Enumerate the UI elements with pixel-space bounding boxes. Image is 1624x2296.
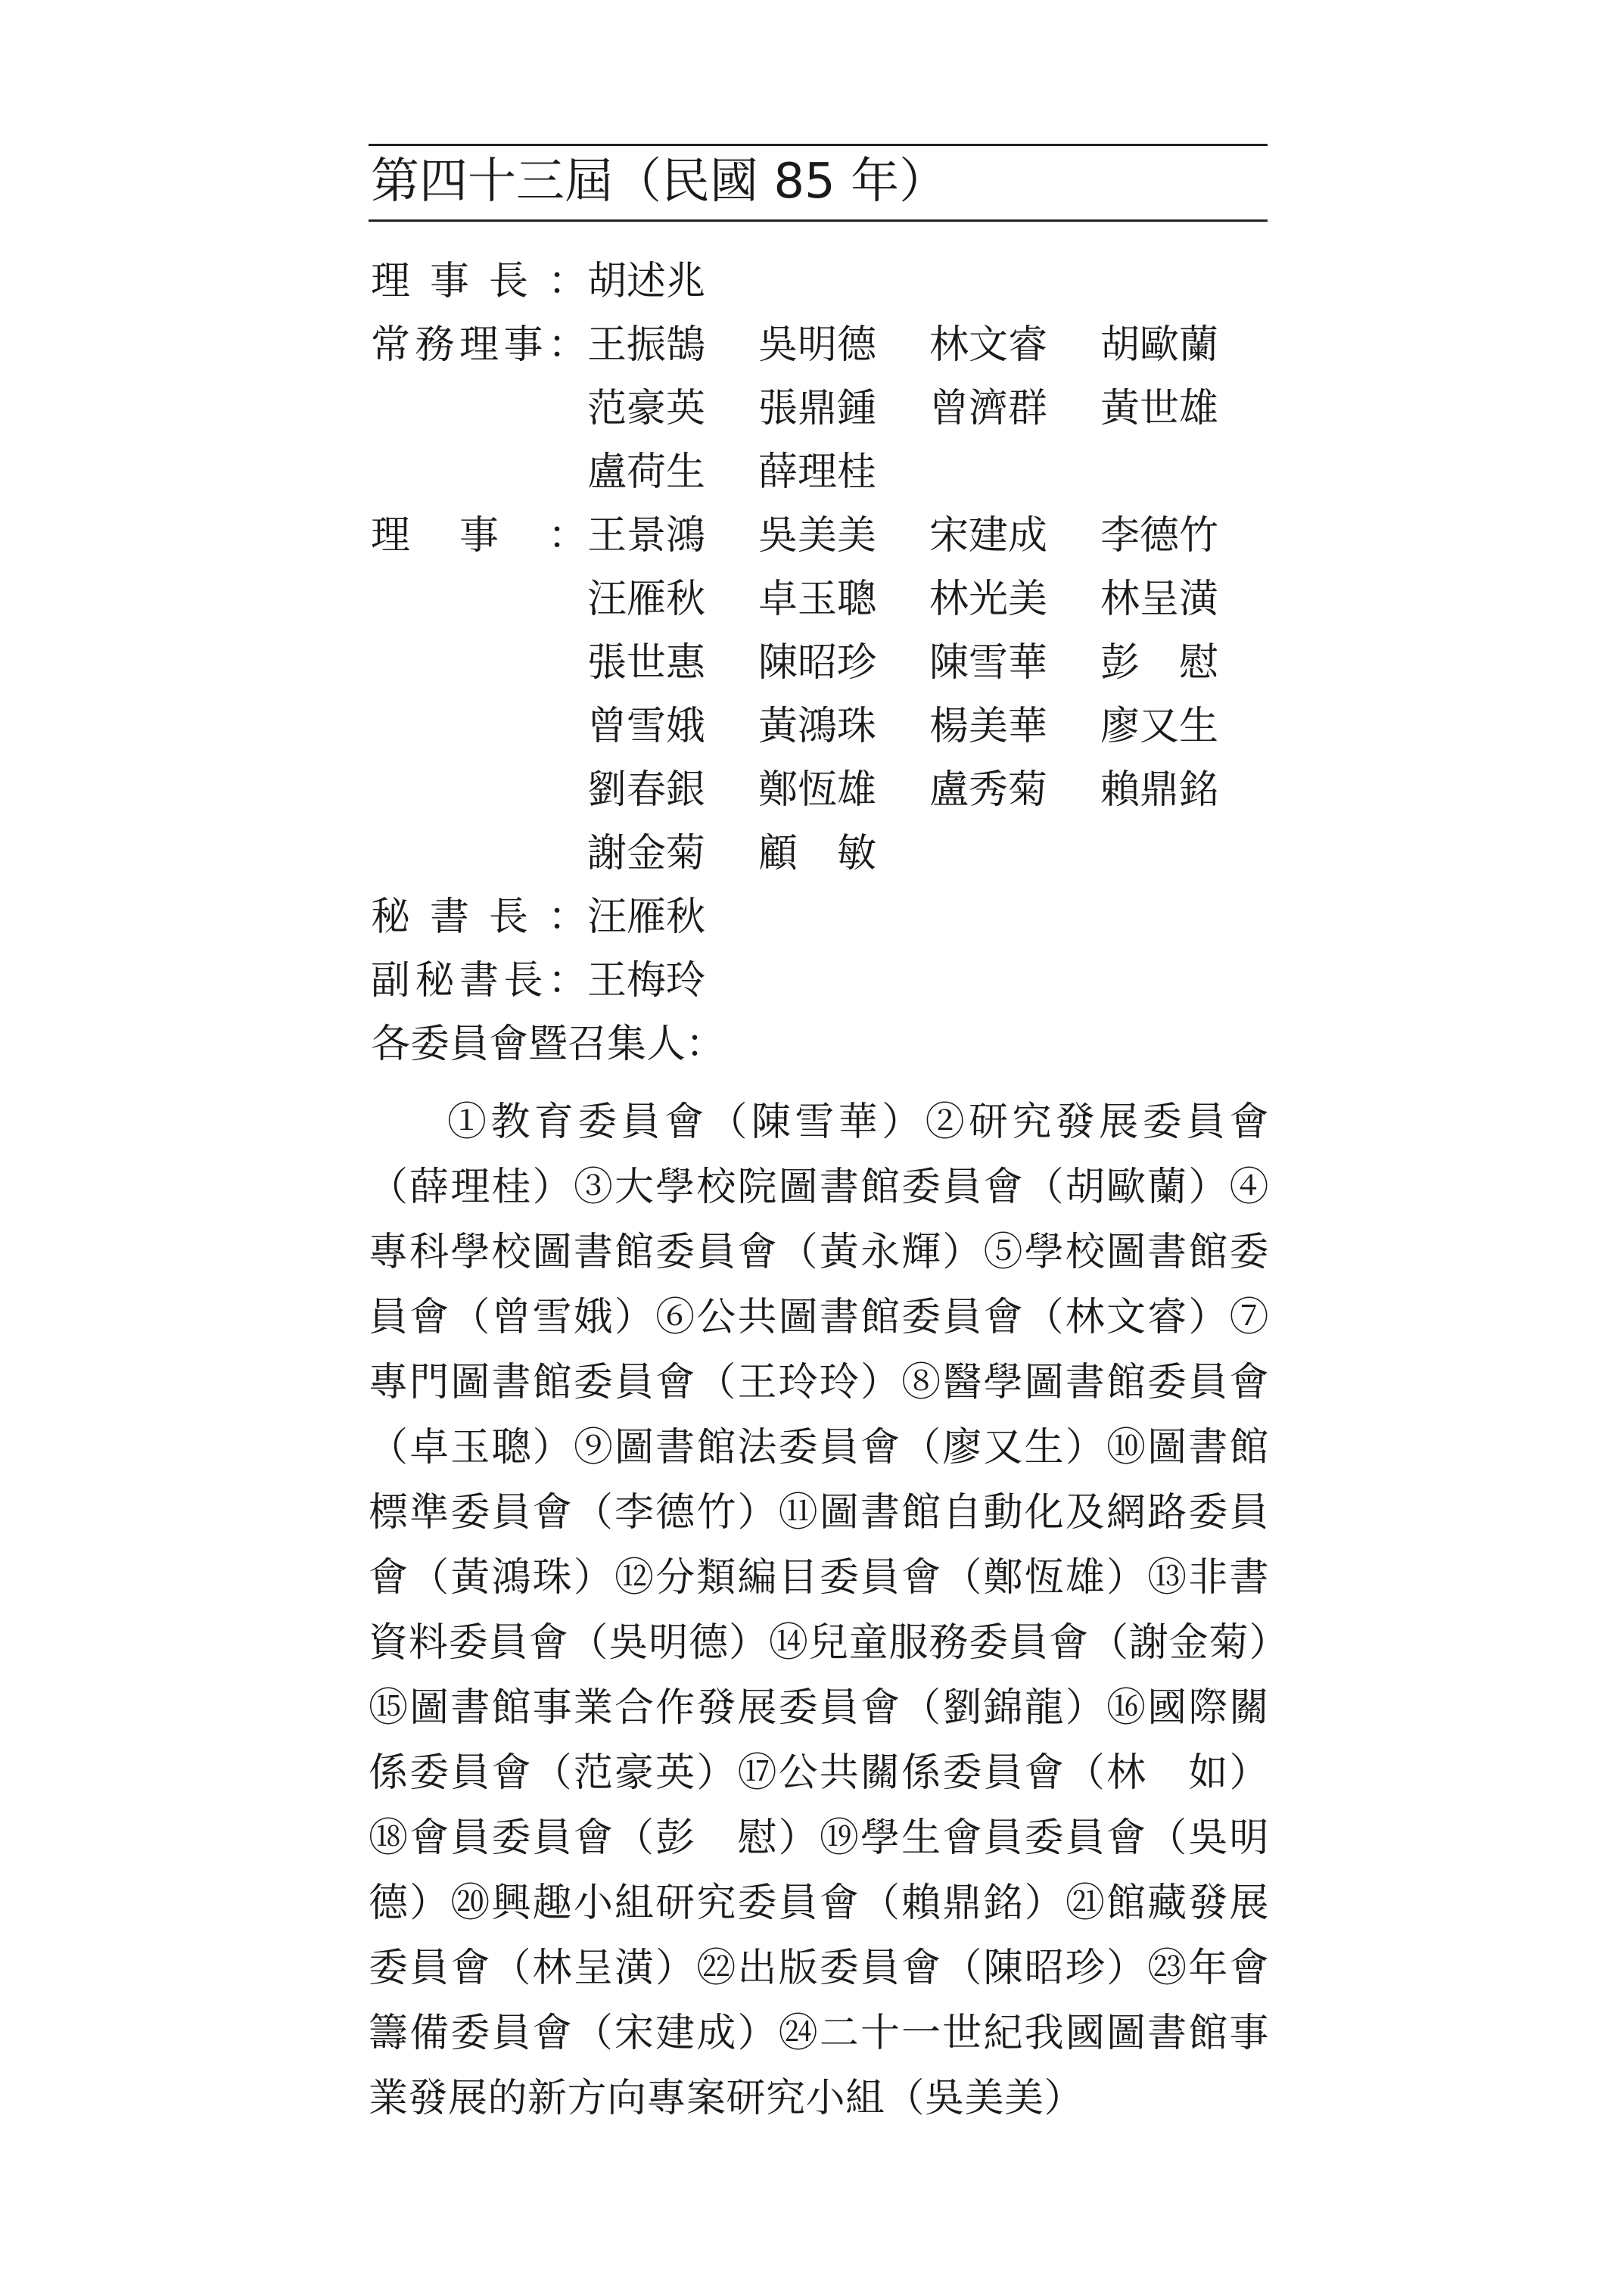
member-name: 胡歐蘭 [1100, 322, 1219, 368]
committees-label: 各委員會暨召集人： [371, 1022, 726, 1067]
member-name: 謝金菊 [587, 831, 706, 876]
role-label-char: 事 [429, 259, 469, 304]
member-name: 吳美美 [758, 513, 877, 558]
role-names [587, 313, 1271, 504]
member-name: 宋建成 [929, 513, 1048, 558]
member-name: 盧秀菊 [929, 767, 1048, 813]
role-label [371, 949, 587, 1013]
member-name: 汪雁秋 [587, 577, 706, 622]
member-name: 林文睿 [929, 322, 1048, 368]
role-label-char: 事 [503, 322, 543, 368]
role-label-char: 理 [371, 259, 411, 304]
role-label-char: 副 [371, 958, 411, 1003]
member-name: 李德竹 [1100, 513, 1219, 558]
role-label-char: 秘 [371, 894, 411, 940]
member-name: 胡述兆 [587, 259, 706, 304]
role-names [587, 885, 1271, 949]
section-heading: 第四十三屆（民國 85 年） [371, 154, 948, 210]
role-colon: ： [547, 322, 587, 368]
member-name: 王振鵠 [587, 322, 706, 368]
role-colon: ： [547, 958, 587, 1003]
member-name: 黃世雄 [1100, 386, 1219, 431]
role-row [371, 885, 1271, 949]
role-names [587, 504, 1271, 885]
member-name: 楊美華 [929, 704, 1048, 749]
member-name: 鄭恆雄 [758, 767, 877, 813]
role-label-char: 常 [371, 322, 411, 368]
member-name: 陳昭珍 [758, 640, 877, 686]
committees-paragraph: ①教育委員會（陳雪華）②研究發展委員會（薛理桂）③大學校院圖書館委員會（胡歐蘭）④專科學校圖書館委員會（黃永輝）⑤學校圖書館委員會（曾雪娥）⑥公共圖書館委員會（林文睿）⑦專門圖書館委員會（王玲玲）⑧醫學圖書館委員會（卓玉聰）⑨圖書館法委員會（廖又生）⑩圖書館標準委員會（李德竹）⑪圖書館自動化及網路委員會（黃鴻珠）⑫分類編目委員會（鄭恆雄）⑬非書資料委員會（吳明德）⑭兒童服務委員會（謝金菊）⑮圖書館事業合作發展委員會（劉錦龍）⑯國際關係委員會（范豪英）⑰公共關係委員會（林 如）⑱會員委員會（彭 慰）⑲學生會員委員會（吳明德）⑳興趣小組研究委員會（賴鼎銘）㉑館藏發展委員會（林呈潢）㉒出版委員會（陳昭珍）㉓年會籌備委員會（宋建成）㉔二十一世紀我國圖書館事業發展的新方向專案研究小組（吳美美） [369, 1100, 1269, 2121]
role-label-char: 書 [429, 894, 469, 940]
role-names [587, 949, 1271, 1013]
member-name: 范豪英 [587, 386, 706, 431]
role-row [371, 313, 1271, 504]
role-label [371, 250, 587, 313]
member-name: 薛理桂 [758, 450, 877, 495]
member-name: 張世惠 [587, 640, 706, 686]
role-label-char: 理 [371, 513, 411, 558]
role-label [371, 313, 587, 377]
role-label [371, 504, 587, 568]
member-name: 盧荷生 [587, 450, 706, 495]
member-name: 陳雪華 [929, 640, 1048, 686]
role-label-char: 長 [503, 958, 543, 1003]
top-rule [369, 144, 1268, 146]
member-name: 王景鴻 [587, 513, 706, 558]
member-name: 吳明德 [758, 322, 877, 368]
role-colon: ： [547, 894, 587, 940]
role-label [371, 885, 587, 949]
member-name: 黃鴻珠 [758, 704, 877, 749]
member-name: 王梅玲 [587, 958, 706, 1003]
role-colon: ： [547, 259, 587, 304]
member-name: 彭 慰 [1100, 640, 1219, 686]
role-row [371, 250, 1271, 313]
bottom-rule [369, 219, 1268, 222]
member-name: 張鼎鍾 [758, 386, 877, 431]
role-label-char: 書 [459, 958, 499, 1003]
role-row [371, 504, 1271, 885]
member-name: 林光美 [929, 577, 1048, 622]
role-label-char: 務 [415, 322, 455, 368]
role-label-char: 秘 [415, 958, 455, 1003]
role-colon: ： [547, 513, 587, 558]
member-name: 卓玉聰 [758, 577, 877, 622]
member-name: 曾濟群 [929, 386, 1048, 431]
role-label-char: 長 [488, 259, 528, 304]
member-name: 劉春銀 [587, 767, 706, 813]
role-label-char: 理 [459, 322, 499, 368]
role-label-char: 長 [488, 894, 528, 940]
member-name: 汪雁秋 [587, 894, 706, 940]
member-name: 顧 敏 [758, 831, 877, 876]
officer-roster [371, 250, 1271, 1076]
member-name: 廖又生 [1100, 704, 1219, 749]
role-names [587, 250, 1271, 313]
member-name: 賴鼎銘 [1100, 767, 1219, 813]
role-label-char: 事 [459, 513, 499, 558]
role-row [371, 949, 1271, 1013]
member-name: 林呈潢 [1100, 577, 1219, 622]
role-list [371, 250, 1271, 1013]
member-name: 曾雪娥 [587, 704, 706, 749]
